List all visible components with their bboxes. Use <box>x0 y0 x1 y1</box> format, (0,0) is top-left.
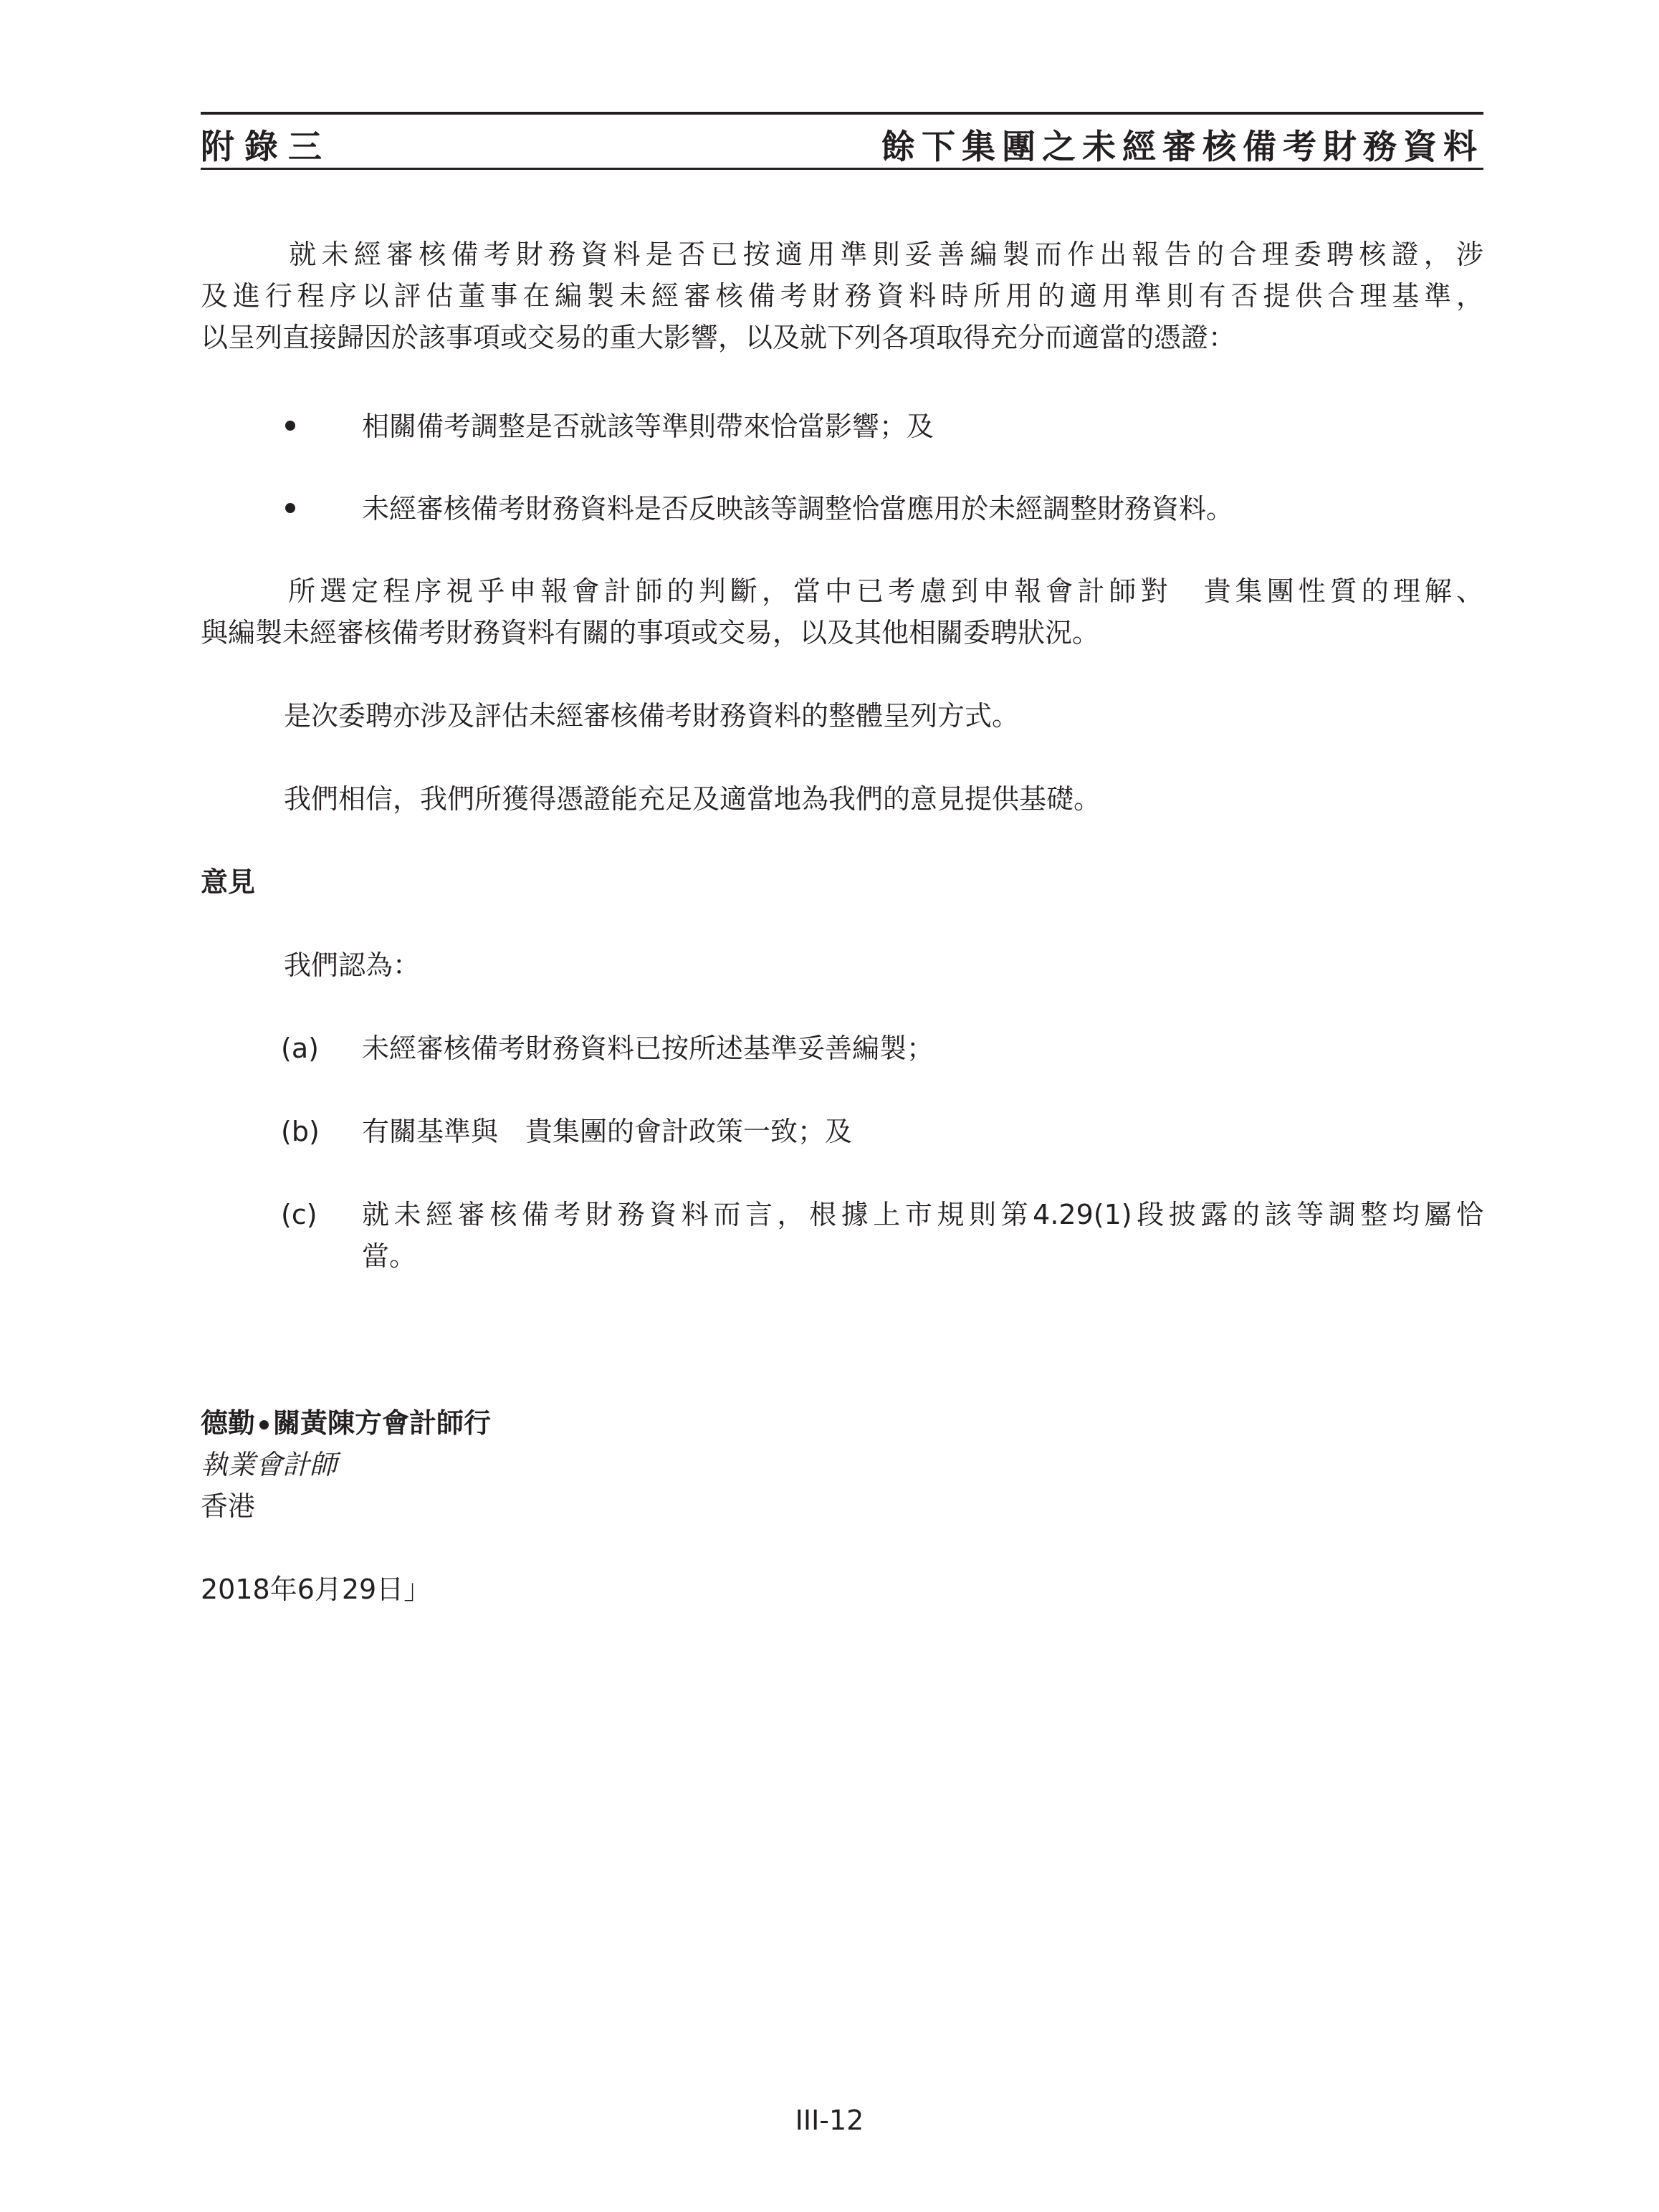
paragraph-presentation: 是次委聘亦涉及評估未經審核備考財務資料的整體呈列方式。 <box>284 700 1020 732</box>
paragraph-basis: 我們相信，我們所獲得憑證能充足及適當地為我們的意見提供基礎。 <box>284 783 1101 815</box>
appendix-label: 附錄三 <box>201 128 332 167</box>
opinion-heading: 意見 <box>201 866 256 898</box>
opinion-item-line: 就未經審核備考財務資料而言，根據上市規則第4.29(1)段披露的該等調整均屬恰 <box>362 1199 1483 1230</box>
bullet-icon <box>285 503 295 513</box>
opinion-item: 未經審核備考財務資料已按所述基準妥善編製； <box>362 1033 934 1064</box>
paragraph-procedures <box>201 570 1483 653</box>
bullet-item: 未經審核備考財務資料是否反映該等調整恰當應用於未經調整財務資料。 <box>362 493 1234 525</box>
opinion-item: 有關基準與 貴集團的會計政策一致；及 <box>362 1116 853 1147</box>
opinion-item <box>362 1194 1483 1277</box>
paragraph-line: 以呈列直接歸因於該事項或交易的重大影響，以及就下列各項取得充分而適當的憑證： <box>201 322 1236 353</box>
paragraph-line: 及進行程序以評估董事在編製未經審核備考財務資料時所用的適用準則有否提供合理基準， <box>201 280 1483 312</box>
opinion-item-line: 當。 <box>362 1240 417 1272</box>
firm-name <box>201 1402 491 1444</box>
bullet-item: 相關備考調整是否就該等準則帶來恰當影響；及 <box>362 411 934 442</box>
opinion-intro: 我們認為： <box>284 949 421 981</box>
firm-name-part: 德勤 <box>201 1407 256 1439</box>
header-bottom-rule <box>201 168 1483 170</box>
header-top-rule <box>201 112 1483 115</box>
section-title: 餘下集團之未經審核備考財務資料 <box>881 128 1483 167</box>
bullet-icon <box>285 421 295 431</box>
separator-dot-icon <box>259 1420 269 1430</box>
firm-title: 執業會計師 <box>201 1449 338 1480</box>
page-number: III-12 <box>795 2105 864 2136</box>
paragraph-line: 就未經審核備考財務資料是否已按適用準則妥善編製而作出報告的合理委聘核證，涉 <box>284 239 1483 270</box>
report-date: 2018年6月29日」 <box>201 1574 431 1605</box>
paragraph-engagement <box>201 234 1483 358</box>
item-label: (c) <box>281 1199 317 1230</box>
firm-place: 香港 <box>201 1490 256 1522</box>
firm-name-part: 關黃陳方會計師行 <box>273 1407 492 1439</box>
item-label: (b) <box>281 1116 320 1147</box>
item-label: (a) <box>281 1033 319 1064</box>
paragraph-line: 所選定程序視乎申報會計師的判斷，當中已考慮到申報會計師對 貴集團性質的理解、 <box>284 575 1483 607</box>
paragraph-line: 與編製未經審核備考財務資料有關的事項或交易，以及其他相關委聘狀況。 <box>201 617 1100 648</box>
